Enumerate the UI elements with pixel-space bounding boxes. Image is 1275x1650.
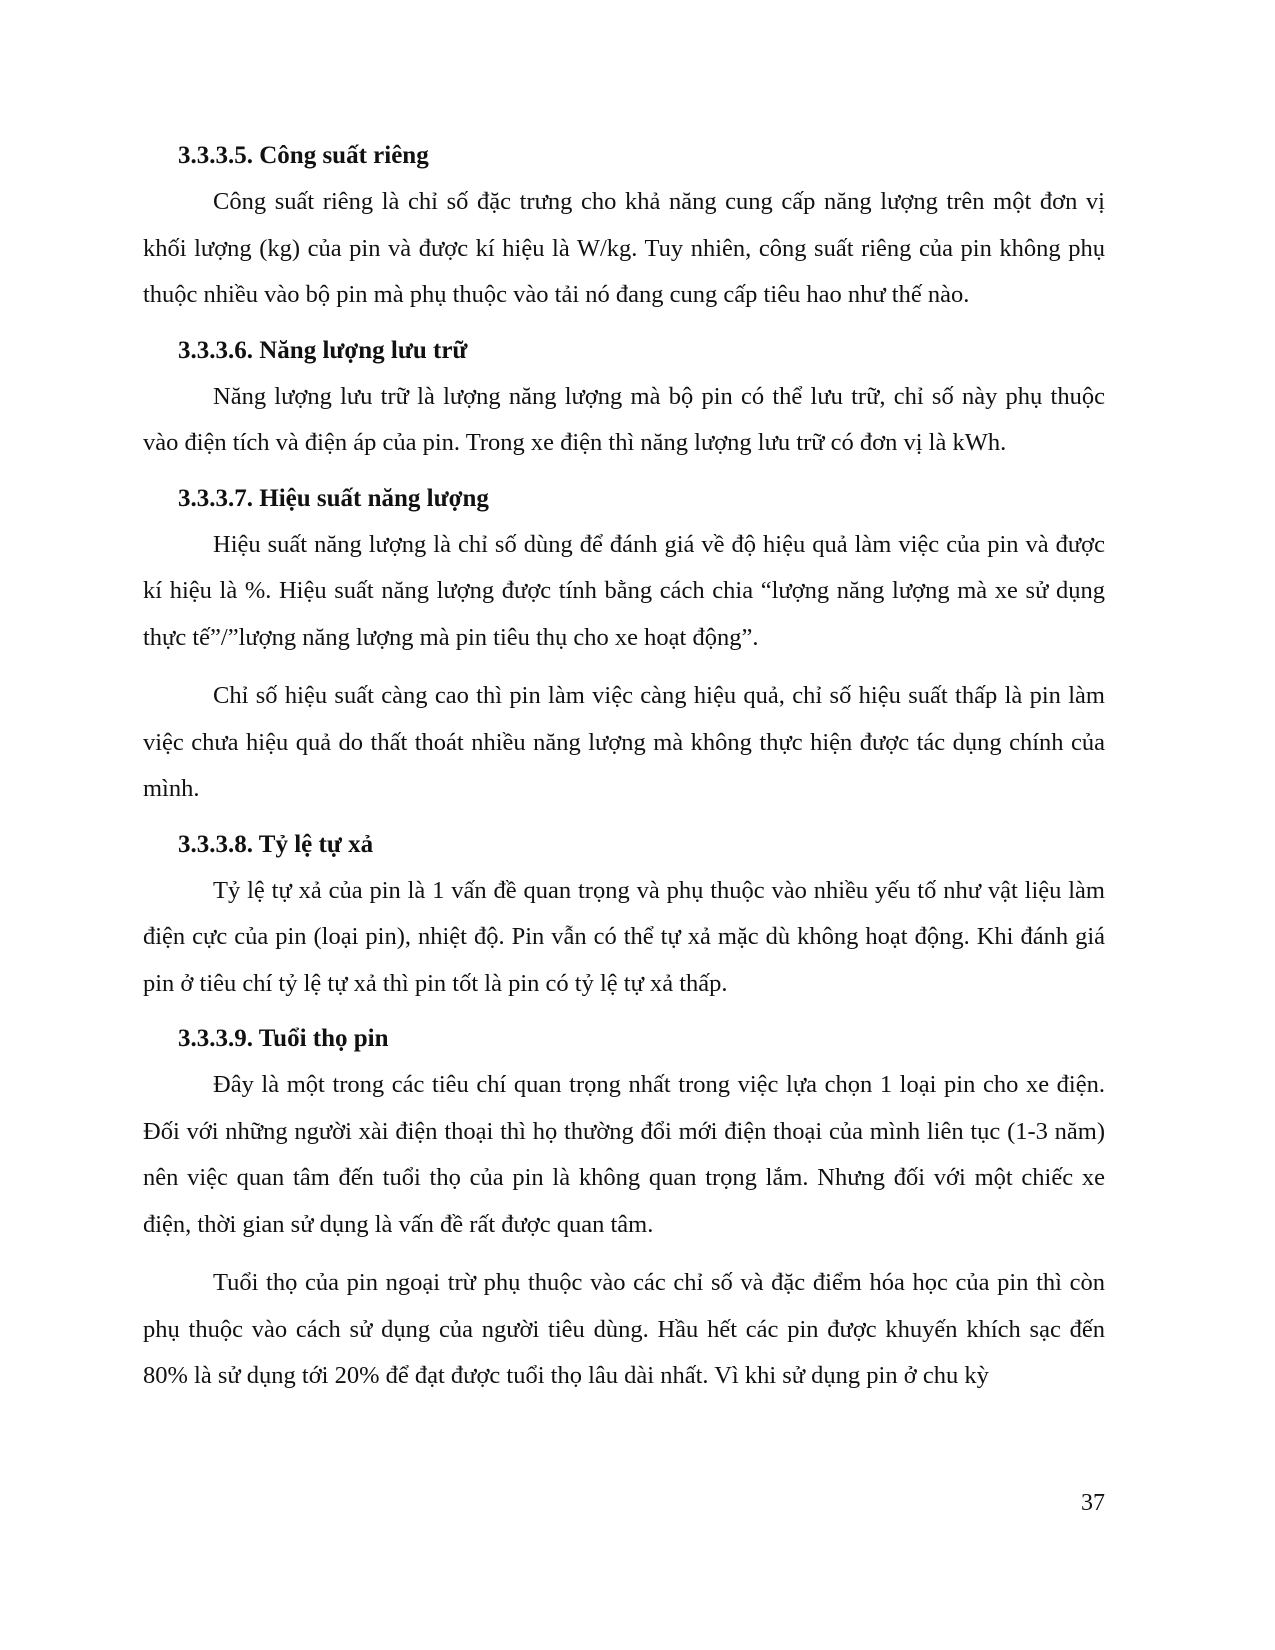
- section-stored-energy: [143, 328, 1105, 467]
- body-paragraph: Chỉ số hiệu suất càng cao thì pin làm việc càng hiệu quả, chỉ số hiệu suất thấp là pin làm việc chưa hiệu quả do thất thoát nhiều năng lượng mà không thực hiện được tác dụng chính của mình.: [143, 682, 1105, 802]
- section-heading: 3.3.3.6. Năng lượng lưu trữ: [178, 336, 468, 364]
- body-paragraph: Hiệu suất năng lượng là chỉ số dùng để đánh giá về độ hiệu quả làm việc của pin và được kí hiệu là %. Hiệu suất năng lượng được tính bằng cách chia “lượng năng lượng mà xe sử dụng thực tế”/”lượng năng lượng mà pin tiêu thụ cho xe hoạt động”.: [143, 530, 1105, 651]
- body-paragraph: Đây là một trong các tiêu chí quan trọng nhất trong việc lựa chọn 1 loại pin cho xe điện. Đối với những người xài điện thoại thì họ thường đổi mới điện thoại của mình liên tục (1-3 năm) nên việc quan tâm đến tuổi thọ của pin là không quan trọng lắm. Nhưng đối với một chiếc xe điện, thời gian sử dụng là vấn đề rất được quan tâm.: [143, 1071, 1105, 1238]
- section-heading: 3.3.3.9. Tuổi thọ pin: [178, 1025, 389, 1052]
- page-number: 37: [1081, 1490, 1105, 1516]
- document-page: [143, 133, 1105, 1400]
- body-paragraph: Năng lượng lưu trữ là lượng năng lượng mà bộ pin có thể lưu trữ, chỉ số này phụ thuộc vào điện tích và điện áp của pin. Trong xe điện thì năng lượng lưu trữ có đơn vị là kWh.: [143, 382, 1105, 456]
- section-battery-lifespan: [143, 1016, 1105, 1400]
- section-heading: 3.3.3.8. Tỷ lệ tự xả: [178, 830, 374, 858]
- section-specific-power: [143, 133, 1105, 319]
- section-heading: 3.3.3.7. Hiệu suất năng lượng: [178, 484, 489, 512]
- section-heading: 3.3.3.5. Công suất riêng: [178, 142, 429, 169]
- section-energy-efficiency: [143, 476, 1105, 813]
- body-paragraph: Tuổi thọ của pin ngoại trừ phụ thuộc vào các chỉ số và đặc điểm hóa học của pin thì còn phụ thuộc vào cách sử dụng của người tiêu dùng. Hầu hết các pin được khuyến khích sạc đến 80% là sử dụng tới 20% để đạt được tuổi thọ lâu dài nhất. Vì khi sử dụng pin ở chu kỳ: [143, 1269, 1105, 1389]
- body-paragraph: Công suất riêng là chỉ số đặc trưng cho khả năng cung cấp năng lượng trên một đơn vị khối lượng (kg) của pin và được kí hiệu là W/kg. Tuy nhiên, công suất riêng của pin không phụ thuộc nhiều vào bộ pin mà phụ thuộc vào tải nó đang cung cấp tiêu hao như thế nào.: [143, 188, 1105, 308]
- body-paragraph: Tỷ lệ tự xả của pin là 1 vấn đề quan trọng và phụ thuộc vào nhiều yếu tố như vật liệu làm điện cực của pin (loại pin), nhiệt độ. Pin vẫn có thể tự xả mặc dù không hoạt động. Khi đánh giá pin ở tiêu chí tỷ lệ tự xả thì pin tốt là pin có tỷ lệ tự xả thấp.: [143, 876, 1105, 997]
- section-self-discharge-rate: [143, 822, 1105, 1008]
